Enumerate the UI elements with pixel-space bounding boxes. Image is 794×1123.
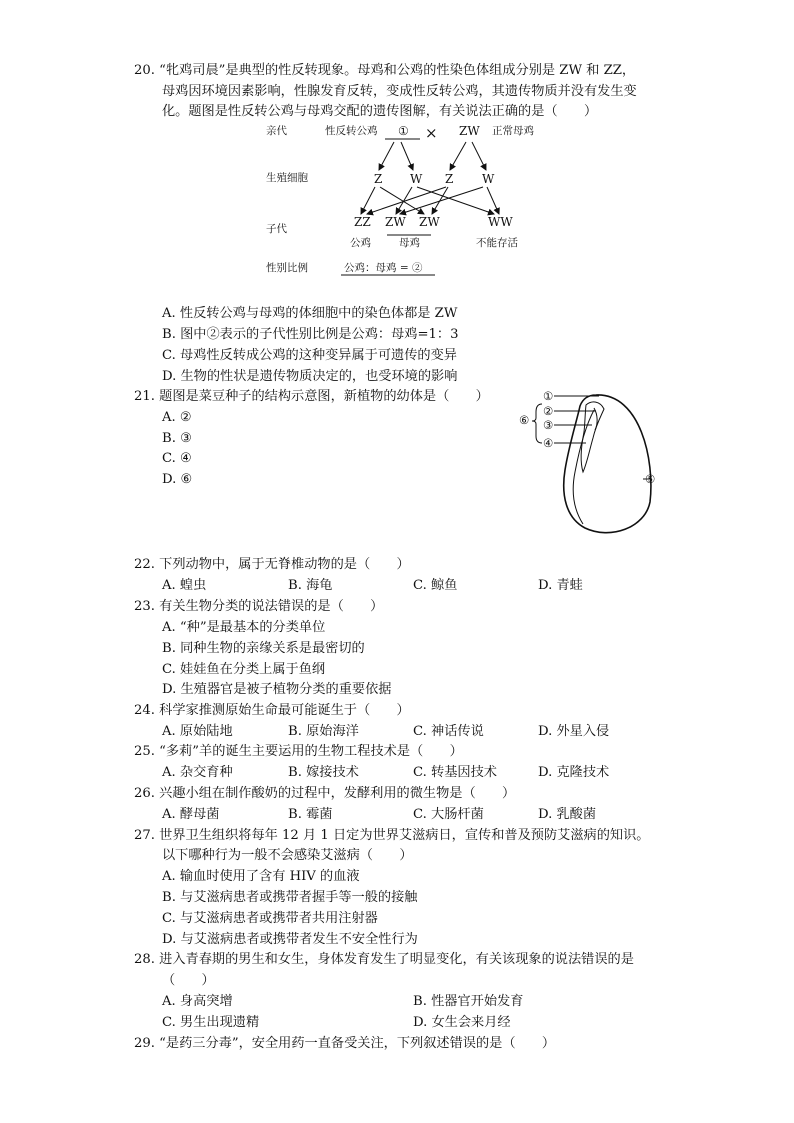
q24-option-c[interactable]: C. 神话传说 xyxy=(413,724,484,739)
q23-option-b[interactable]: B. 同种生物的亲缘关系是最密切的 xyxy=(162,641,365,656)
q23-option-a[interactable]: A. “种”是最基本的分类单位 xyxy=(162,620,326,635)
q22-option-a[interactable]: A. 蝗虫 xyxy=(162,578,207,593)
offspring-hen: 母鸡 xyxy=(399,237,420,249)
q22-option-c[interactable]: C. 鲸鱼 xyxy=(413,578,458,593)
male-label: 性反转公鸡 xyxy=(325,125,378,137)
offspring-dead: 不能存活 xyxy=(476,237,518,249)
ratio-text: 公鸡：母鸡 = ② xyxy=(344,262,423,274)
offspring-2: ZW xyxy=(385,215,406,229)
q25-option-d[interactable]: D. 克隆技术 xyxy=(538,765,610,780)
q21-option-a[interactable]: A. ② xyxy=(162,410,192,425)
q27-option-d[interactable]: D. 与艾滋病患者或携带者发生不安全性行为 xyxy=(162,932,418,947)
seed-label-1: ① xyxy=(543,389,554,403)
q20-option-b[interactable]: B. 图中②表示的子代性别比例是公鸡：母鸡=1：3 xyxy=(162,327,459,342)
q28-option-c[interactable]: C. 男生出现遗精 xyxy=(162,1015,260,1030)
q24-option-d[interactable]: D. 外星入侵 xyxy=(538,724,610,739)
q26-option-c[interactable]: C. 大肠杆菌 xyxy=(413,807,484,822)
row-label-offspring: 子代 xyxy=(266,223,287,235)
seed-label-3: ③ xyxy=(543,418,554,432)
gamete-4: W xyxy=(482,172,495,186)
gamete-1: Z xyxy=(374,172,383,186)
q28-option-b[interactable]: B. 性器官开始发育 xyxy=(413,994,524,1009)
cross-sign: × xyxy=(425,124,438,142)
offspring-cock: 公鸡 xyxy=(350,237,371,249)
q27-option-c[interactable]: C. 与艾滋病患者或携带者共用注射器 xyxy=(162,911,378,926)
q26-option-a[interactable]: A. 酵母菌 xyxy=(162,807,220,822)
q27-option-b[interactable]: B. 与艾滋病患者或携带者握手等一般的接触 xyxy=(162,890,418,905)
seed-label-4: ④ xyxy=(543,436,554,450)
q27-option-a[interactable]: A. 输血时使用了含有 HIV 的血液 xyxy=(162,869,360,884)
q28-stem-line1: 28. 进入青春期的男生和女生，身体发育发生了明显变化，有关该现象的说法错误的是 xyxy=(134,952,634,967)
gamete-3: Z xyxy=(445,172,454,186)
q26-option-b[interactable]: B. 霉菌 xyxy=(288,807,333,822)
bean-seed-diagram xyxy=(0,0,794,560)
q24-option-b[interactable]: B. 原始海洋 xyxy=(288,724,359,739)
offspring-4: WW xyxy=(488,215,513,229)
row-label-ratio: 性别比例 xyxy=(266,262,308,274)
q22-stem: 22. 下列动物中，属于无脊椎动物的是（ ） xyxy=(134,557,410,572)
q20-option-c[interactable]: C. 母鸡性反转成公鸡的这种变异属于可遗传的变异 xyxy=(162,348,457,363)
seed-label-2: ② xyxy=(543,404,554,418)
q26-option-d[interactable]: D. 乳酸菌 xyxy=(538,807,597,822)
q21-stem: 21. 题图是菜豆种子的结构示意图，新植物的幼体是（ ） xyxy=(134,389,489,404)
q23-option-c[interactable]: C. 娃娃鱼在分类上属于鱼纲 xyxy=(162,662,326,677)
q20-stem-line3: 化。题图是性反转公鸡与母鸡交配的遗传图解，有关说法正确的是（ ） xyxy=(162,104,598,119)
q21-option-d[interactable]: D. ⑥ xyxy=(162,472,193,487)
q28-stem-line2: （ ） xyxy=(162,973,215,988)
female-label: 正常母鸡 xyxy=(492,125,534,137)
q28-option-d[interactable]: D. 女生会来月经 xyxy=(413,1015,511,1030)
q22-option-d[interactable]: D. 青蛙 xyxy=(538,578,583,593)
q20-option-d[interactable]: D. 生物的性状是遗传物质决定的，也受环境的影响 xyxy=(162,369,458,384)
female-genotype: ZW xyxy=(459,124,480,138)
q21-option-c[interactable]: C. ④ xyxy=(162,451,192,466)
offspring-1: ZZ xyxy=(354,215,371,229)
q29-stem: 29. “是药三分毒”，安全用药一直备受关注，下列叙述错误的是（ ） xyxy=(134,1036,556,1051)
gamete-2: W xyxy=(410,172,423,186)
q26-stem: 26. 兴趣小组在制作酸奶的过程中，发酵利用的微生物是（ ） xyxy=(134,786,516,801)
q23-option-d[interactable]: D. 生殖器官是被子植物分类的重要依据 xyxy=(162,682,392,697)
q24-stem: 24. 科学家推测原始生命最可能诞生于（ ） xyxy=(134,703,410,718)
q24-option-a[interactable]: A. 原始陆地 xyxy=(162,724,233,739)
offspring-3: ZW xyxy=(419,215,440,229)
seed-label-6: ⑥ xyxy=(519,413,530,427)
cotyledon-inner xyxy=(573,410,594,524)
row-label-gamete: 生殖细胞 xyxy=(266,172,308,184)
q22-option-b[interactable]: B. 海龟 xyxy=(288,578,333,593)
row-label-parent: 亲代 xyxy=(266,125,287,137)
q20-stem-line2: 母鸡因环境因素影响，性腺发育反转，变成性反转公鸡，其遗传物质并没有发生变 xyxy=(162,84,637,99)
seed-label-5: ⑤ xyxy=(645,472,656,486)
q28-option-a[interactable]: A. 身高突增 xyxy=(162,994,233,1009)
seed-brace xyxy=(532,404,542,443)
q23-stem: 23. 有关生物分类的说法错误的是（ ） xyxy=(134,599,384,614)
q20-stem-line1: 20. “牝鸡司晨”是典型的性反转现象。母鸡和公鸡的性染色体组成分别是 ZW 和 ZZ， xyxy=(134,63,636,78)
q20-option-a[interactable]: A. 性反转公鸡与母鸡的体细胞中的染色体都是 ZW xyxy=(162,306,458,321)
q27-stem-line2: 以下哪种行为一般不会感染艾滋病（ ） xyxy=(162,848,413,863)
q21-option-b[interactable]: B. ③ xyxy=(162,431,192,446)
male-blank: ① xyxy=(398,124,409,138)
q25-option-a[interactable]: A. 杂交育种 xyxy=(162,765,233,780)
q25-stem: 25. “多莉”羊的诞生主要运用的生物工程技术是（ ） xyxy=(134,744,463,759)
q25-option-b[interactable]: B. 嫁接技术 xyxy=(288,765,359,780)
q25-option-c[interactable]: C. 转基因技术 xyxy=(413,765,497,780)
q27-stem-line1: 27. 世界卫生组织将每年 12 月 1 日定为世界艾滋病日，宣传和普及预防艾滋病的知识。 xyxy=(134,828,650,843)
